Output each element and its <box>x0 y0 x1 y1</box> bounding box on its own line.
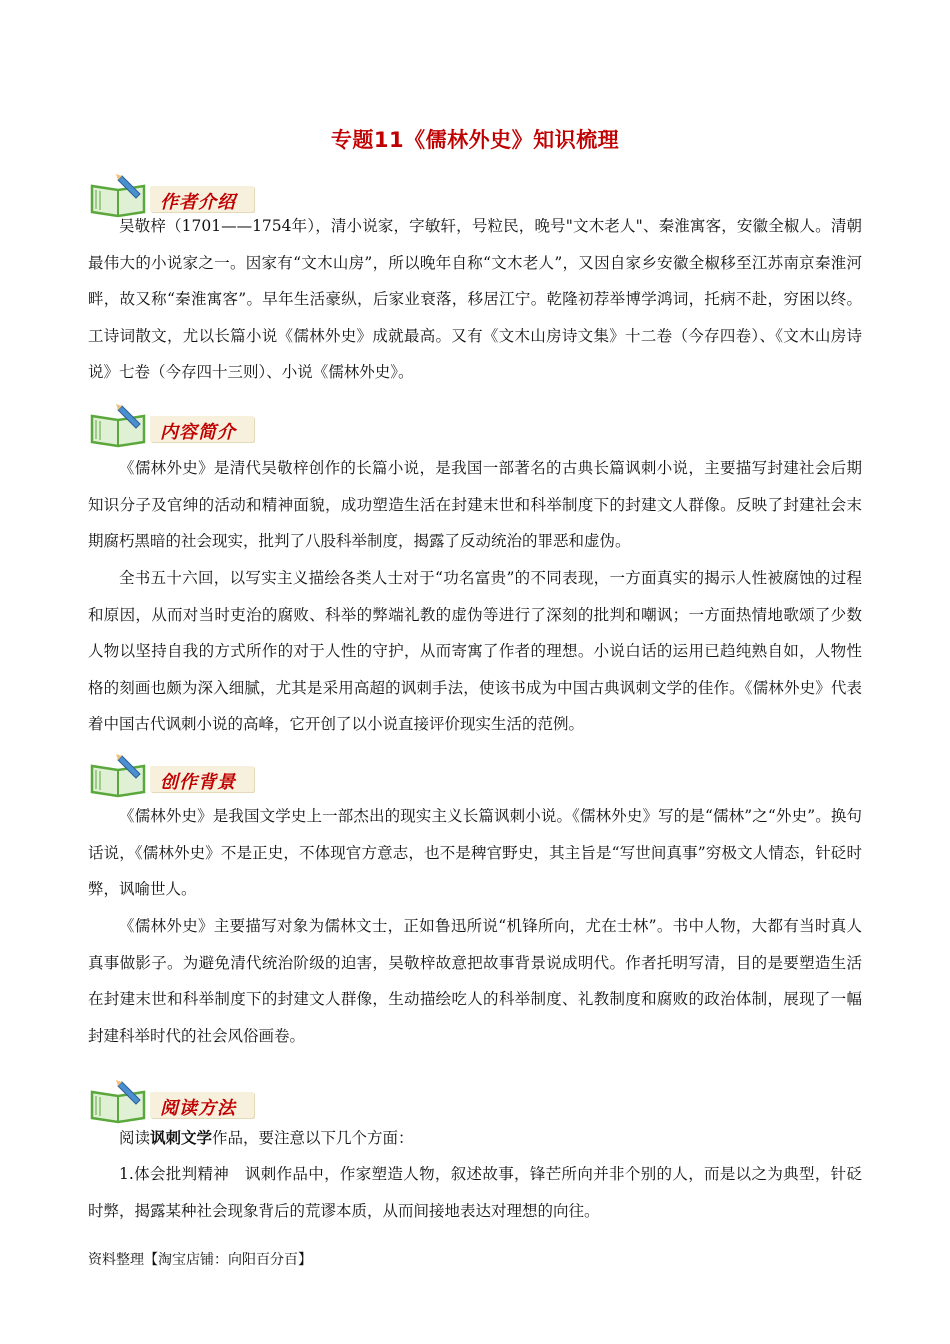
reading-point-1: 1.体会批判精神 讽刺作品中，作家塑造人物，叙述故事，锋芒所向并非个别的人，而是以之为典型，针砭时弊，揭露某种社会现象背后的荒谬本质，从而间接地表达对理想的向往。 <box>88 1165 862 1220</box>
reading-intro <box>88 1120 862 1157</box>
book-pencil-icon <box>88 752 150 798</box>
page-title: 专题11《儒林外史》知识梳理 <box>330 128 620 152</box>
section-title: 阅读方法 <box>160 1098 236 1119</box>
section-heading-summary <box>88 402 258 454</box>
section-title: 作者介绍 <box>160 192 236 213</box>
book-pencil-icon <box>88 1078 150 1124</box>
background-paragraph-2: 《儒林外史》主要描写对象为儒林文士，正如鲁迅所说“机锋所向，尤在士林”。书中人物，大都有当时真人真事做影子。为避免清代统治阶级的迫害，吴敬梓故意把故事背景说成明代。作者托明写清，目的是要塑造生活在封建末世和科举制度下的封建文人群像，生动描绘吃人的科举制度、礼教制度和腐败的政治体制，展现了一幅封建科举时代的社会风俗画卷。 <box>88 917 862 1045</box>
reading-intro-post: 作品，要注意以下几个方面： <box>212 1129 414 1147</box>
section-title: 创作背景 <box>160 772 236 793</box>
section-title: 内容简介 <box>160 422 236 443</box>
reading-intro-keyword: 讽刺文学 <box>150 1128 213 1147</box>
section-heading-background <box>88 752 258 804</box>
background-paragraph-1: 《儒林外史》是我国文学史上一部杰出的现实主义长篇讽刺小说。《儒林外史》写的是“儒林”之“外史”。换句话说，《儒林外史》不是正史，不体现官方意志，也不是稗官野史，其主旨是“写世间真事”穷极文人情态，针砭时弊，讽喻世人。 <box>88 807 862 898</box>
summary-paragraph-1: 《儒林外史》是清代吴敬梓创作的长篇小说，是我国一部著名的古典长篇讽刺小说，主要描写封建社会后期知识分子及官绅的活动和精神面貌，成功塑造生活在封建末世和科举制度下的封建文人群像。反映了封建社会末期腐朽黑暗的社会现实，批判了八股科举制度，揭露了反动统治的罪恶和虚伪。 <box>88 459 862 550</box>
summary-paragraph-2: 全书五十六回，以写实主义描绘各类人士对于“功名富贵”的不同表现，一方面真实的揭示人性被腐蚀的过程和原因，从而对当时吏治的腐败、科举的弊端礼教的虚伪等进行了深刻的批判和嘲讽；一方面热情地歌颂了少数人物以坚持自我的方式所作的对于人性的守护，从而寄寓了作者的理想。小说白话的运用已趋纯熟自如，人物性格的刻画也颇为深入细腻，尤其是采用高超的讽刺手法，使该书成为中国古典讽刺文学的佳作。《儒林外史》代表着中国古代讽刺小说的高峰，它开创了以小说直接评价现实生活的范例。 <box>88 569 862 733</box>
author-paragraph: 吴敬梓（1701——1754年），清小说家，字敏轩，号粒民，晚号"文木老人"、秦淮寓客，安徽全椒人。清朝最伟大的小说家之一。因家有“文木山房”，所以晚年自称“文木老人”，又因自家乡安徽全椒移至江苏南京秦淮河畔，故又称“秦淮寓客”。早年生活豪纵，后家业衰落，移居江宁。乾隆初荐举博学鸿词，托病不赴，穷困以终。工诗词散文，尤以长篇小说《儒林外史》成就最高。又有《文木山房诗文集》十二卷（今存四卷）、《文木山房诗说》七卷（今存四十三则）、小说《儒林外史》。 <box>88 217 862 381</box>
reading-intro-pre: 阅读 <box>119 1129 151 1147</box>
footer-note: 资料整理【淘宝店铺：向阳百分百】 <box>88 1252 312 1268</box>
book-pencil-icon <box>88 402 150 448</box>
